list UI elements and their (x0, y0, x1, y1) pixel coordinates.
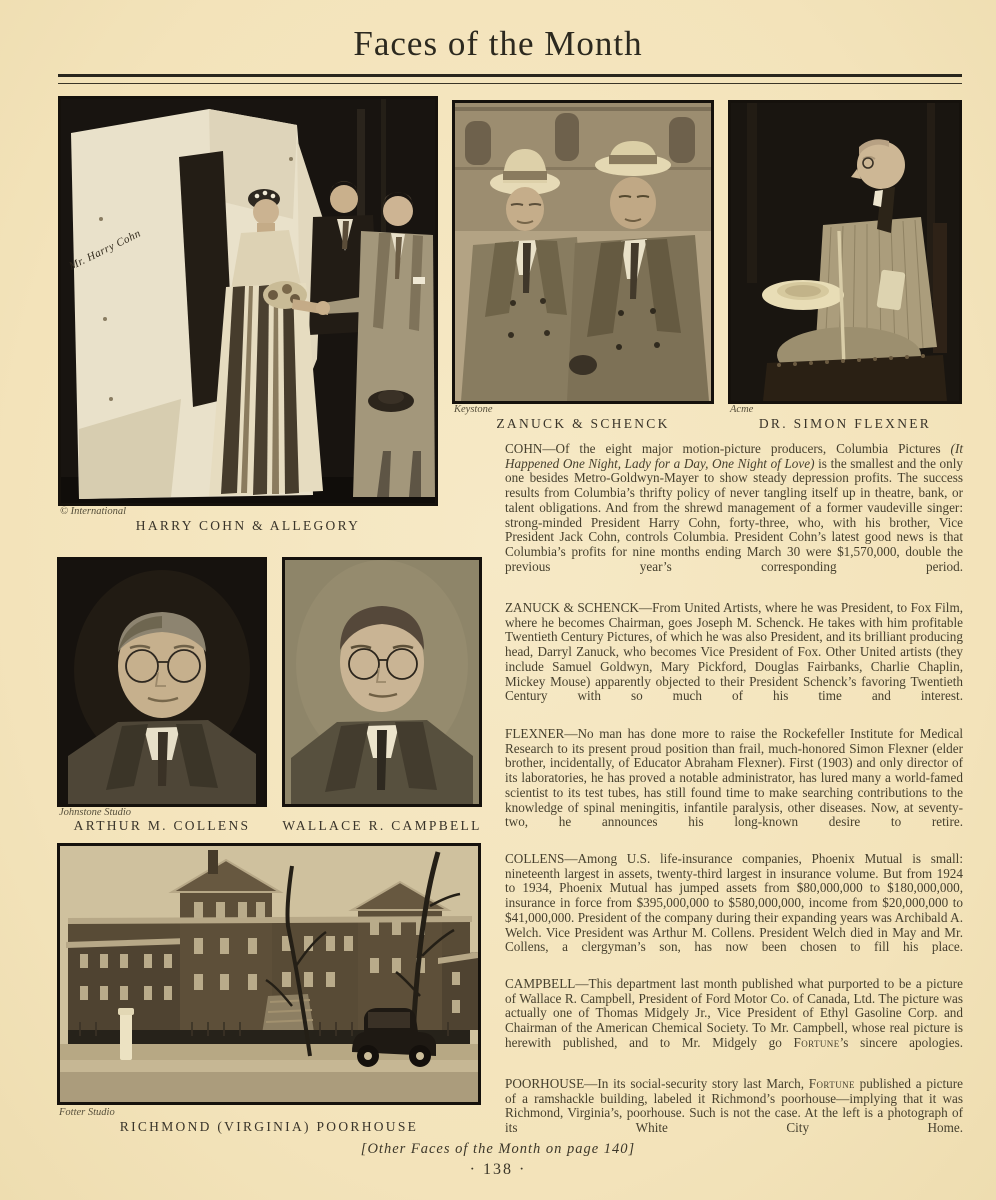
article-campbell: CAMPBELL—This department last month published what purported to be a picture of Wallace R. Campbell, President of Ford Motor Co. of Canada, Ltd. The picture was actually one of Thomas Midgely Jr., Vice President of Ethyl Gasoline Corp. and Chairman of the American Chemical Society. To Mr. Campbell, whose real picture is herewith published, and to Mr. Midgely go Fortune’s sincere apologies. (505, 976, 963, 1050)
harry-cohn-credit: © International (60, 506, 127, 517)
figure-zanuck-schenck (452, 100, 714, 431)
figure-poorhouse (57, 843, 481, 1134)
poorhouse-credit: Fotter Studio (59, 1107, 115, 1118)
article-poorhouse: POORHOUSE—In its social-security story last March, Fortune published a picture of a ramshackle building, labeled it Richmond’s poorhouse—implying that it was Richmond, Virginia’s, poorhouse. Such is not the case. At the left is a photograph of its White City Home. (505, 1076, 963, 1136)
page-title: Faces of the Month (353, 24, 643, 63)
article-cohn: COHN—Of the eight major motion-picture producers, Columbia Pictures (It Happened One Night, Lady for a Day, One Night of Love) is the smallest and the only one besides Metro-Goldwyn-Mayer to show steady depression profits. The success results from Columbia’s thrifty policy of never tangling itself up in theatre, bank, or talent obligations. And from the shrewd management of a former vaudeville singer: strong-minded President Harry Cohn, forty-three, who, with his brother, Vice President Jack Cohn, controls Columbia. President Cohn’s latest good news is that Columbia’s profits for nine months ending March 30 were $1,570,000, double the previous year’s corresponding period. (505, 441, 963, 574)
title-rule-thick (58, 74, 962, 77)
footer-note: [Other Faces of the Month on page 140] (360, 1141, 636, 1157)
harry-cohn-caption: HARRY COHN & ALLEGORY (135, 518, 361, 533)
harry-cohn-handwriting: Mr. Harry Cohn (67, 227, 143, 273)
zanuck-schenck-photo-illustration (452, 100, 714, 404)
arthur-collens-photo-illustration (57, 557, 267, 807)
figure-simon-flexner (728, 100, 962, 431)
poorhouse-photo-illustration (57, 843, 481, 1105)
title-rule-thin (58, 83, 962, 84)
article-collens: COLLENS—Among U.S. life-insurance companies, Phoenix Mutual is small: nineteenth largest in assets, twenty-third largest in insurance volume. But from 1924 to 1934, Phoenix Mutual has jumped assets from $80,000,000 to $180,000,000, insurance in force from $395,000,000 to $580,000,000, income from $20,000,000 to $41,000,000. President of the company during their expanding years was Archibald A. Welch. Vice President was Arthur M. Collens. President Welch died in May and Mr. Collens, a clergyman’s son, has now been chosen to fill his place. (505, 851, 963, 955)
poorhouse-caption: RICHMOND (VIRGINIA) POORHOUSE (119, 1119, 419, 1134)
zanuck-schenck-caption: ZANUCK & SCHENCK (496, 416, 670, 431)
page-number: · 138 · (469, 1161, 527, 1178)
wallace-campbell-caption: WALLACE R. CAMPBELL (282, 818, 482, 833)
simon-flexner-credit: Acme (730, 404, 754, 415)
article-zanuck-schenck: ZANUCK & SCHENCK—From United Artists, where he was President, to Fox Film, where he becomes Chairman, goes Joseph M. Schenck. He takes with him profitable Twentieth Century Pictures, of which he was also President, and its brilliant producing head, Darryl Zanuck, who becomes Vice President of Fox. Other United artists (they include Samuel Goldwyn, Mary Pickford, Douglas Fairbanks, Charlie Chaplin, Mickey Mouse) apparently objected to their President Schenck’s favoring Twentieth Century with so much of his time and interest. (505, 600, 963, 704)
zanuck-schenck-credit: Keystone (454, 404, 493, 415)
figure-harry-cohn (58, 96, 438, 533)
article-flexner: FLEXNER—No man has done more to raise the Rockefeller Institute for Medical Research to its present proud position than frail, much-honored Simon Flexner (elder brother, incidentally, of Educator Abraham Flexner). First (1903) and only director of its laboratories, he has proved a notable administrator, has lured many a world-famed scientist to its test tubes, has still found time to make searching contributions to the knowledge of spinal meningitis, infantile paralysis, other diseases. Now, at seventy-two, he announces his long-known desire to retire. (505, 726, 963, 830)
arthur-collens-caption: ARTHUR M. COLLENS (73, 818, 251, 833)
arthur-collens-credit: Johnstone Studio (59, 807, 132, 818)
wallace-campbell-photo-illustration (282, 557, 482, 807)
simon-flexner-caption: DR. SIMON FLEXNER (758, 416, 932, 431)
simon-flexner-photo-illustration (728, 100, 962, 404)
figure-arthur-collens (57, 557, 267, 833)
harry-cohn-photo-illustration (58, 96, 438, 506)
figure-wallace-campbell (282, 557, 482, 833)
